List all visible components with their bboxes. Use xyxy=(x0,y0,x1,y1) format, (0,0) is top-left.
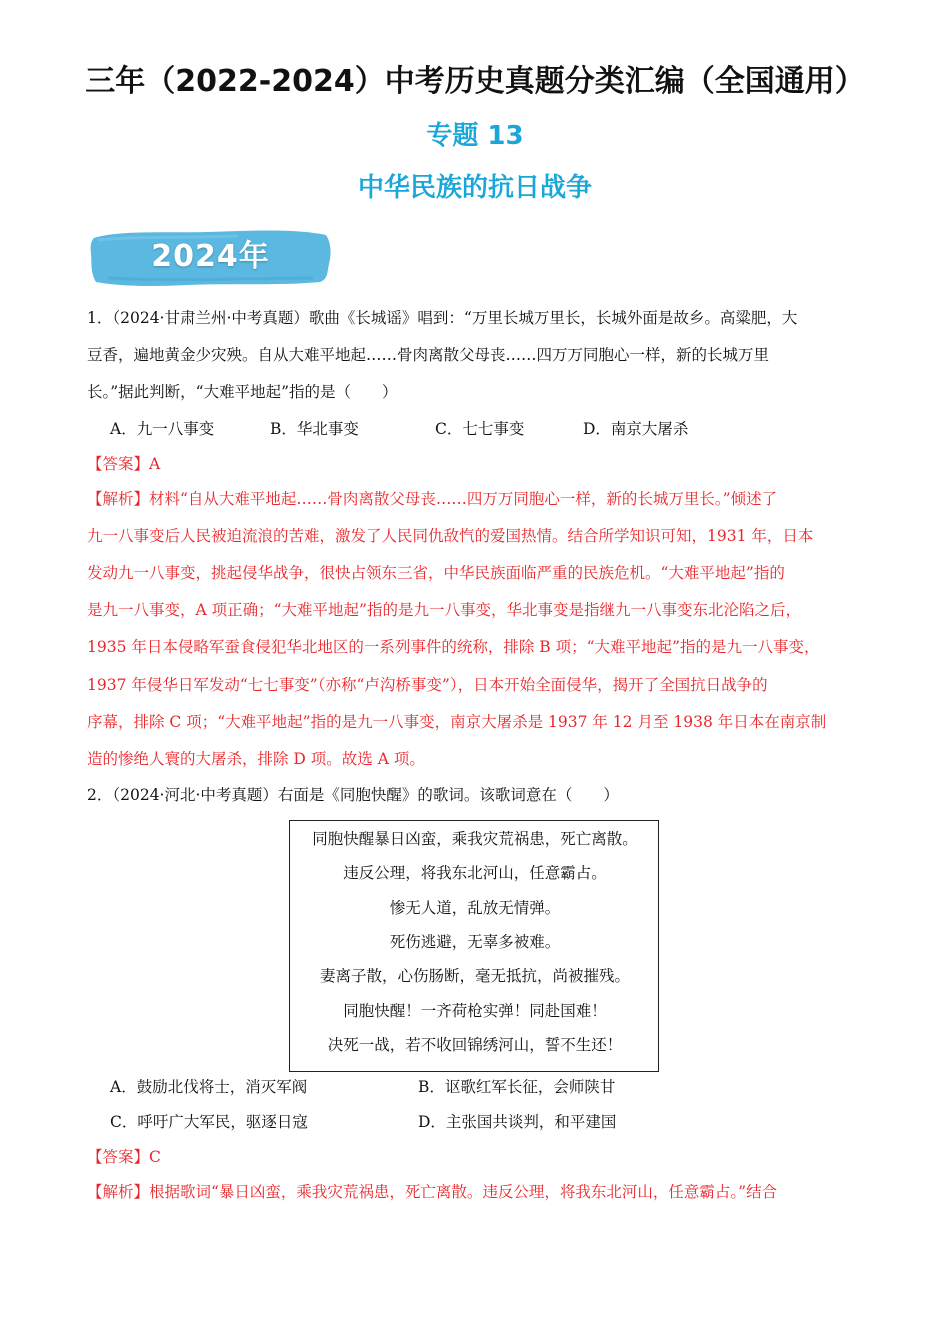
question-1-analysis-line: 九一八事变后人民被迫流浪的苦难，激发了人民同仇敌忾的爱国热情。结合所学知识可知，1931 年，日本 xyxy=(87,527,814,545)
question-1-analysis-line: 是九一八事变，A 项正确；“大难平地起”指的是九一八事变，华北事变是指继九一八事变东北沦陷之后， xyxy=(87,601,801,619)
question-2-option-a: A．鼓励北伐将士，消灭军阀 xyxy=(110,1078,308,1096)
question-1-option-d: D．南京大屠杀 xyxy=(583,420,689,438)
lyrics-line: 惨无人道，乱放无情弹。 xyxy=(389,899,561,917)
question-1-stem-line: 长。”据此判断，“大难平地起”指的是（ ） xyxy=(87,383,398,401)
question-2-stem-line: 2．（2024·河北·中考真题）右面是《同胞快醒》的歌词。该歌词意在（ ） xyxy=(87,786,619,804)
question-1-option-b: B．华北事变 xyxy=(270,420,359,438)
lyrics-line: 违反公理，将我东北河山，任意霸占。 xyxy=(343,864,607,882)
question-1-analysis-line: 1937 年侵华日军发动“七七事变”（亦称“卢沟桥事变”），日本开始全面侵华，揭开了全国抗日战争的 xyxy=(87,676,768,694)
lyrics-line: 死伤逃避，无辜多被难。 xyxy=(389,933,561,951)
lyrics-box xyxy=(289,820,659,1072)
lyrics-line: 同胞快醒暴日凶蛮，乘我灾荒祸患，死亡离散。 xyxy=(312,830,638,848)
question-1-option-a: A．九一八事变 xyxy=(110,420,215,438)
question-2-option-b: B．讴歌红军长征，会师陕甘 xyxy=(418,1078,616,1096)
question-1-option-c: C．七七事变 xyxy=(435,420,525,438)
year-badge-label: 2024年 xyxy=(151,239,270,274)
question-1-analysis-line: 造的惨绝人寰的大屠杀，排除 D 项。故选 A 项。 xyxy=(87,750,425,768)
lyrics-line: 同胞快醒！一齐荷枪实弹！同赴国难！ xyxy=(343,1002,607,1020)
document-title: 三年（2022-2024）中考历史真题分类汇编（全国通用） xyxy=(85,64,865,99)
question-1-stem-line: 1．（2024·甘肃兰州·中考真题）歌曲《长城谣》唱到：“万里长城万里长，长城外面是故乡。高粱肥，大 xyxy=(87,309,798,327)
question-2-option-c: C．呼吁广大军民，驱逐日寇 xyxy=(110,1113,308,1131)
year-badge xyxy=(88,226,333,288)
question-1-analysis-line: 发动九一八事变，挑起侵华战争，很快占领东三省，中华民族面临严重的民族危机。“大难平地起”指的 xyxy=(87,564,785,582)
lyrics-line: 妻离子散，心伤肠断，毫无抵抗，尚被摧残。 xyxy=(319,967,630,985)
question-1-analysis-line: 1935 年日本侵略军蚕食侵犯华北地区的一系列事件的统称，排除 B 项；“大难平地起”指的是九一八事变， xyxy=(87,638,820,656)
question-1-analysis-line: 【解析】材料“自从大难平地起……骨肉离散父母丧……四万万同胞心一样，新的长城万里长。”倾述了 xyxy=(87,490,778,508)
question-2-answer: 【答案】C xyxy=(87,1148,161,1166)
question-1-answer: 【答案】A xyxy=(87,455,161,473)
topic-name: 中华民族的抗日战争 xyxy=(357,173,592,203)
question-1-stem-line: 豆香，遍地黄金少灾殃。自从大难平地起……骨肉离散父母丧……四万万同胞心一样，新的长城万里 xyxy=(87,346,770,364)
topic-number: 专题 13 xyxy=(426,121,524,151)
question-1-analysis-line: 序幕，排除 C 项；“大难平地起”指的是九一八事变，南京大屠杀是 1937 年 12 月至 1938 年日本在南京制 xyxy=(87,713,827,731)
lyrics-line: 决死一战，若不收回锦绣河山，誓不生还！ xyxy=(327,1036,623,1054)
question-2-option-d: D．主张国共谈判，和平建国 xyxy=(418,1113,617,1131)
question-2-analysis-line: 【解析】根据歌词“暴日凶蛮，乘我灾荒祸患，死亡离散。违反公理，将我东北河山，任意霸占。”结合 xyxy=(87,1183,778,1201)
